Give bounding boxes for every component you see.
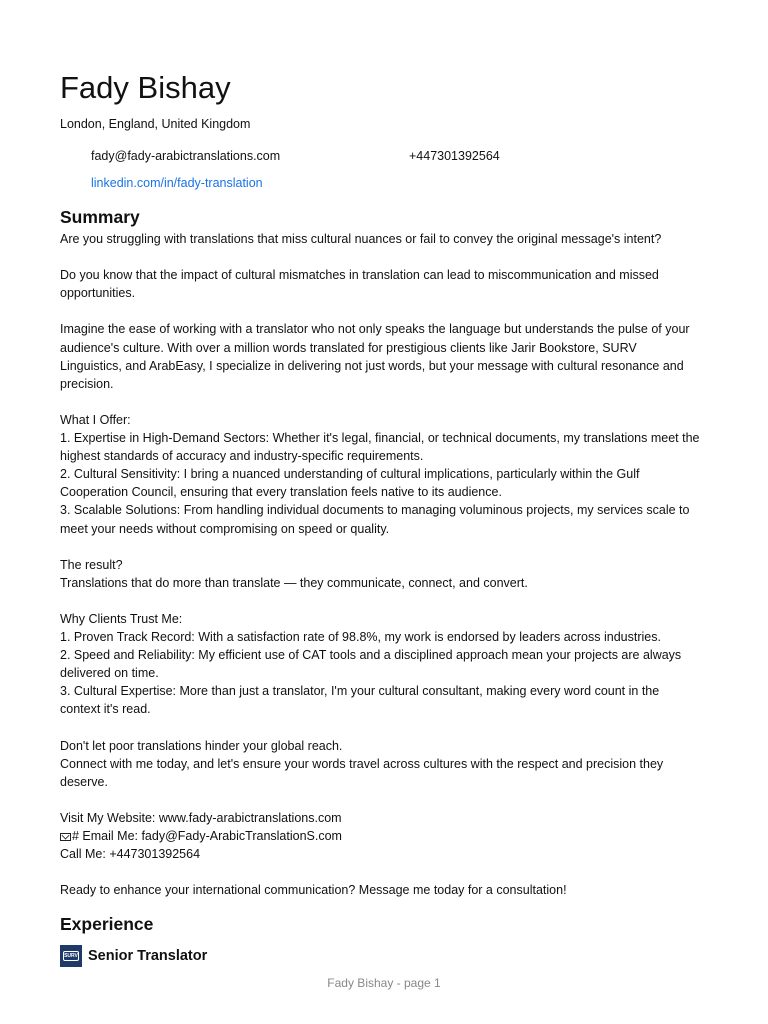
summary-paragraph: Imagine the ease of working with a translator who not only speaks the language but understands the pulse of your audience's culture. With over a million words translated for prestigious clients like Jarir Bookstore, SURV Linguistics, and ArabEasy, I specialize in delivering not just words, but your message with cultural resonance and precision. <box>60 322 690 391</box>
experience-role <box>60 944 700 968</box>
offer-item: 3. Scalable Solutions: From handling individual documents to managing voluminous projects, my services scale to meet your needs without compromising on speed or quality. <box>60 503 690 536</box>
cta-line: Connect with me today, and let's ensure your words travel across cultures with the respect and precision they deserve. <box>60 756 664 789</box>
contact-row-secondary <box>91 174 700 192</box>
cta-block <box>60 737 700 791</box>
company-logo <box>60 945 82 967</box>
phone-number[interactable]: +447301392564 <box>409 149 500 163</box>
offer-block <box>60 411 700 538</box>
trust-item: 1. Proven Track Record: With a satisfaction rate of 98.8%, my work is endorsed by leaders across industries. <box>60 630 661 645</box>
offer-title: What I Offer: <box>60 412 131 427</box>
envelope-icon <box>60 833 71 841</box>
candidate-location: London, England, United Kingdom <box>60 117 251 131</box>
summary-paragraph: Are you struggling with translations that miss cultural nuances or fail to convey the original message's intent? <box>60 232 662 246</box>
linkedin-link[interactable]: linkedin.com/in/fady-translation <box>91 176 263 190</box>
email-address[interactable]: fady@fady-arabictranslations.com <box>91 149 281 163</box>
summary-heading: Summary <box>60 207 140 227</box>
trust-title: Why Clients Trust Me: <box>60 611 183 626</box>
offer-item: 2. Cultural Sensitivity: I bring a nuanced understanding of cultural implications, particularly within the Gulf Cooperation Council, ensuring that every translation feels native to its audience. <box>60 467 640 500</box>
result-block <box>60 556 700 592</box>
cta-line: Don't let poor translations hinder your global reach. <box>60 738 343 753</box>
company-logo-text: SURV <box>64 953 78 960</box>
trust-item: 2. Speed and Reliability: My efficient use of CAT tools and a disciplined approach mean your projects are always delivered on time. <box>60 648 682 681</box>
offer-item: 1. Expertise in High-Demand Sectors: Whether it's legal, financial, or technical documents, my translations meet the highest standards of accuracy and industry-specific requirements. <box>60 431 700 464</box>
experience-heading: Experience <box>60 914 154 935</box>
summary-paragraph: Do you know that the impact of cultural mismatches in translation can lead to miscommunication and missed opportunities. <box>60 268 659 301</box>
resume-page <box>60 68 700 968</box>
result-title: The result? <box>60 557 123 572</box>
website-line: Visit My Website: www.fady-arabictranslations.com <box>60 811 342 825</box>
role-title: Senior Translator <box>88 948 208 965</box>
summary-paragraph: Ready to enhance your international communication? Message me today for a consultation! <box>60 883 567 898</box>
trust-item: 3. Cultural Expertise: More than just a translator, I'm your cultural consultant, making every word count in the context it's read. <box>60 684 660 717</box>
page-footer: Fady Bishay - page 1 <box>327 976 441 990</box>
contact-row-primary <box>91 147 700 165</box>
candidate-name: Fady Bishay <box>60 70 231 105</box>
summary-body <box>60 230 700 899</box>
trust-block <box>60 610 700 719</box>
call-line: Call Me: +447301392564 <box>60 847 201 862</box>
email-line: # Email Me: fady@Fady-ArabicTranslationS.com <box>72 829 342 844</box>
contact-lines-block <box>60 809 700 863</box>
result-text: Translations that do more than translate — they communicate, connect, and convert. <box>60 575 528 590</box>
contact-block <box>60 147 700 192</box>
